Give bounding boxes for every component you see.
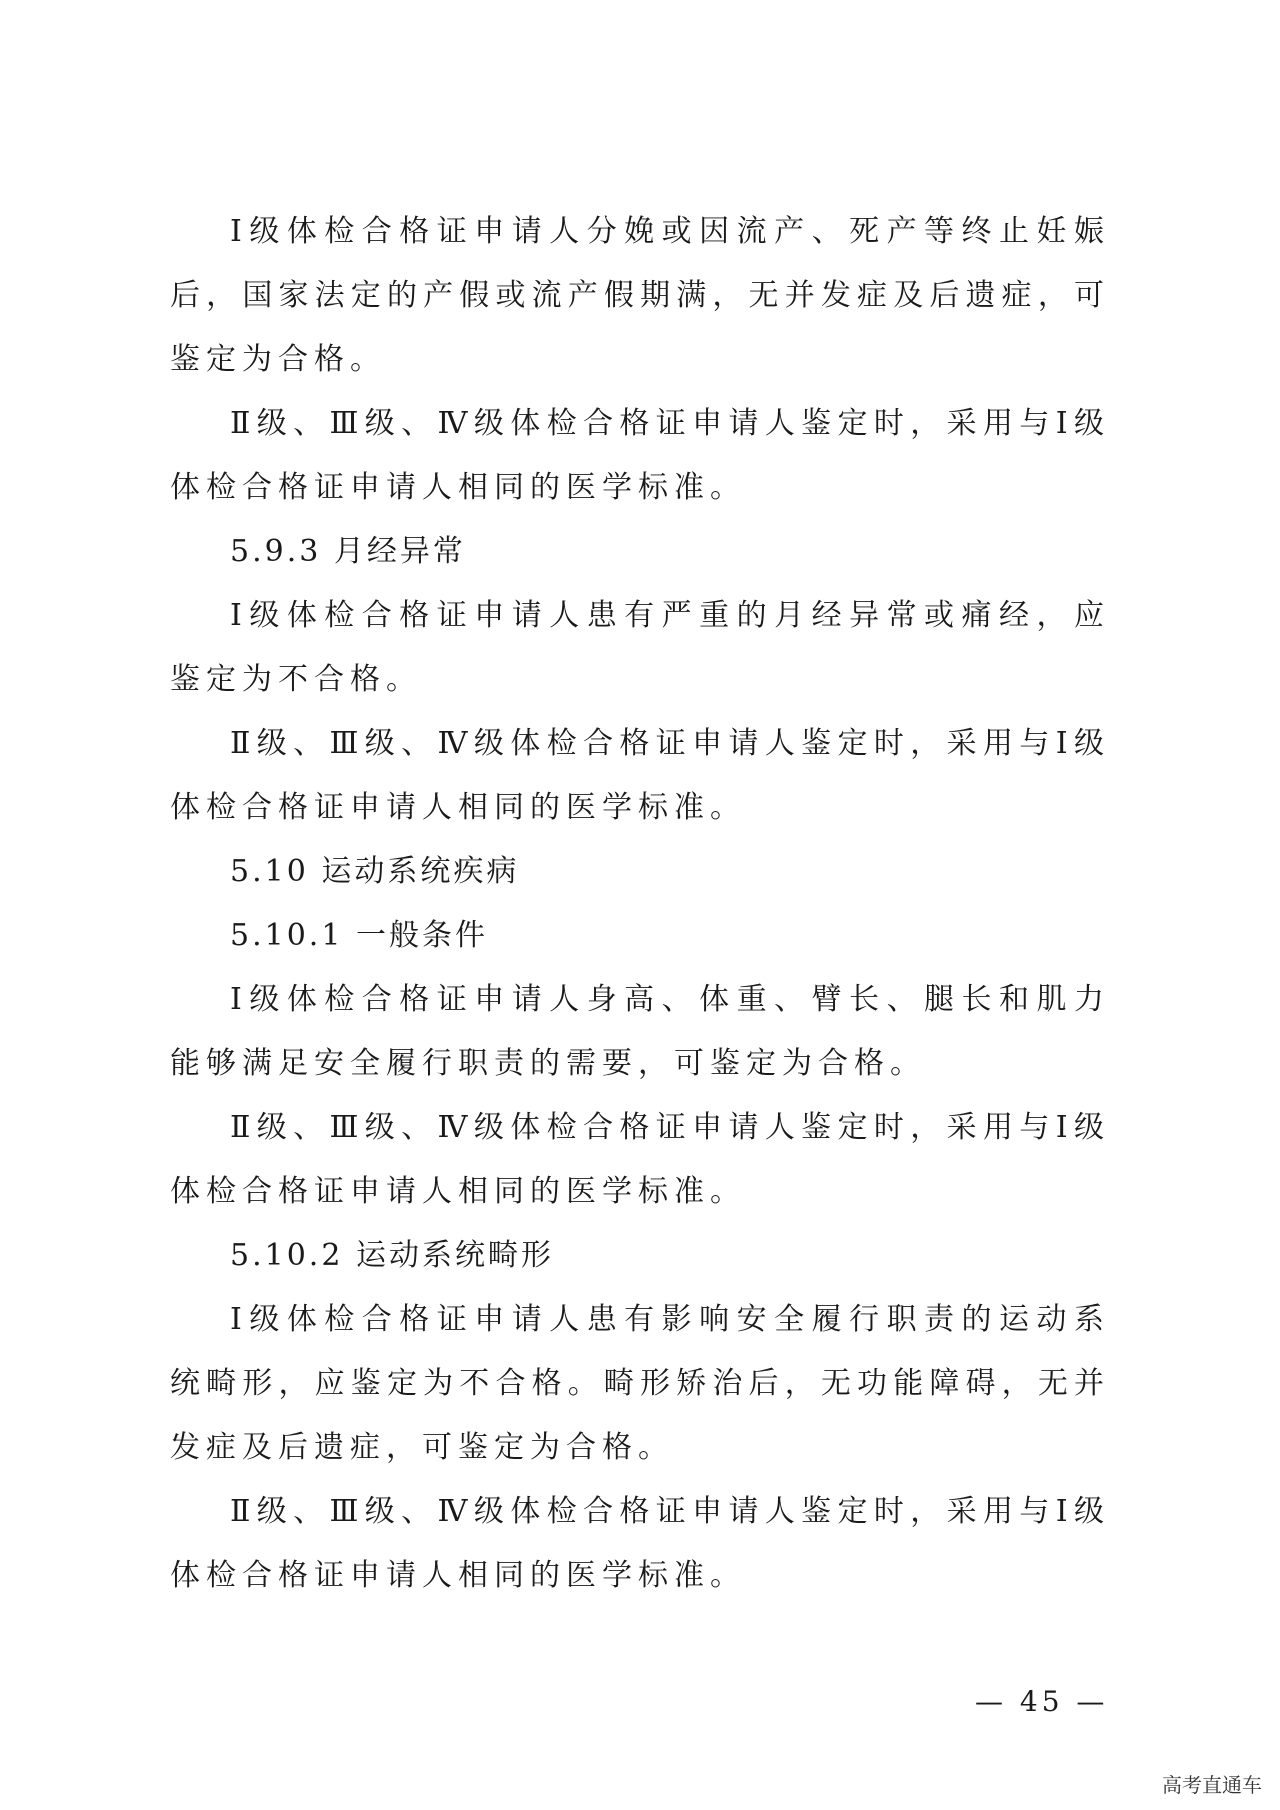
paragraph: Ⅰ级体检合格证申请人身高、体重、臂长、腿长和肌力能够满足安全履行职责的需要，可鉴定为合格。 xyxy=(170,982,1110,1081)
document-body xyxy=(170,200,1110,1608)
section-heading: 5.10.1 一般条件 xyxy=(230,918,488,953)
paragraph: Ⅱ级、Ⅲ级、Ⅳ级体检合格证申请人鉴定时，采用与Ⅰ级体检合格证申请人相同的医学标准。 xyxy=(170,406,1110,505)
paragraph: Ⅱ级、Ⅲ级、Ⅳ级体检合格证申请人鉴定时，采用与Ⅰ级体检合格证申请人相同的医学标准。 xyxy=(170,1494,1110,1593)
section-heading: 5.10 运动系统疾病 xyxy=(230,854,520,889)
page-number: — 45 — xyxy=(975,1685,1109,1718)
paragraph: Ⅰ级体检合格证申请人患有影响安全履行职责的运动系统畸形，应鉴定为不合格。畸形矫治后，无功能障碍，无并发症及后遗症，可鉴定为合格。 xyxy=(170,1302,1110,1465)
paragraph: Ⅰ级体检合格证申请人分娩或因流产、死产等终止妊娠后，国家法定的产假或流产假期满，无并发症及后遗症，可鉴定为合格。 xyxy=(170,214,1110,377)
paragraph: Ⅱ级、Ⅲ级、Ⅳ级体检合格证申请人鉴定时，采用与Ⅰ级体检合格证申请人相同的医学标准。 xyxy=(170,1110,1110,1209)
section-heading: 5.10.2 运动系统畸形 xyxy=(230,1238,554,1273)
watermark: 高考直通车 xyxy=(1158,1767,1266,1800)
paragraph: Ⅰ级体检合格证申请人患有严重的月经异常或痛经，应鉴定为不合格。 xyxy=(170,598,1110,697)
paragraph: Ⅱ级、Ⅲ级、Ⅳ级体检合格证申请人鉴定时，采用与Ⅰ级体检合格证申请人相同的医学标准。 xyxy=(170,726,1110,825)
section-heading: 5.9.3 月经异常 xyxy=(230,534,466,569)
